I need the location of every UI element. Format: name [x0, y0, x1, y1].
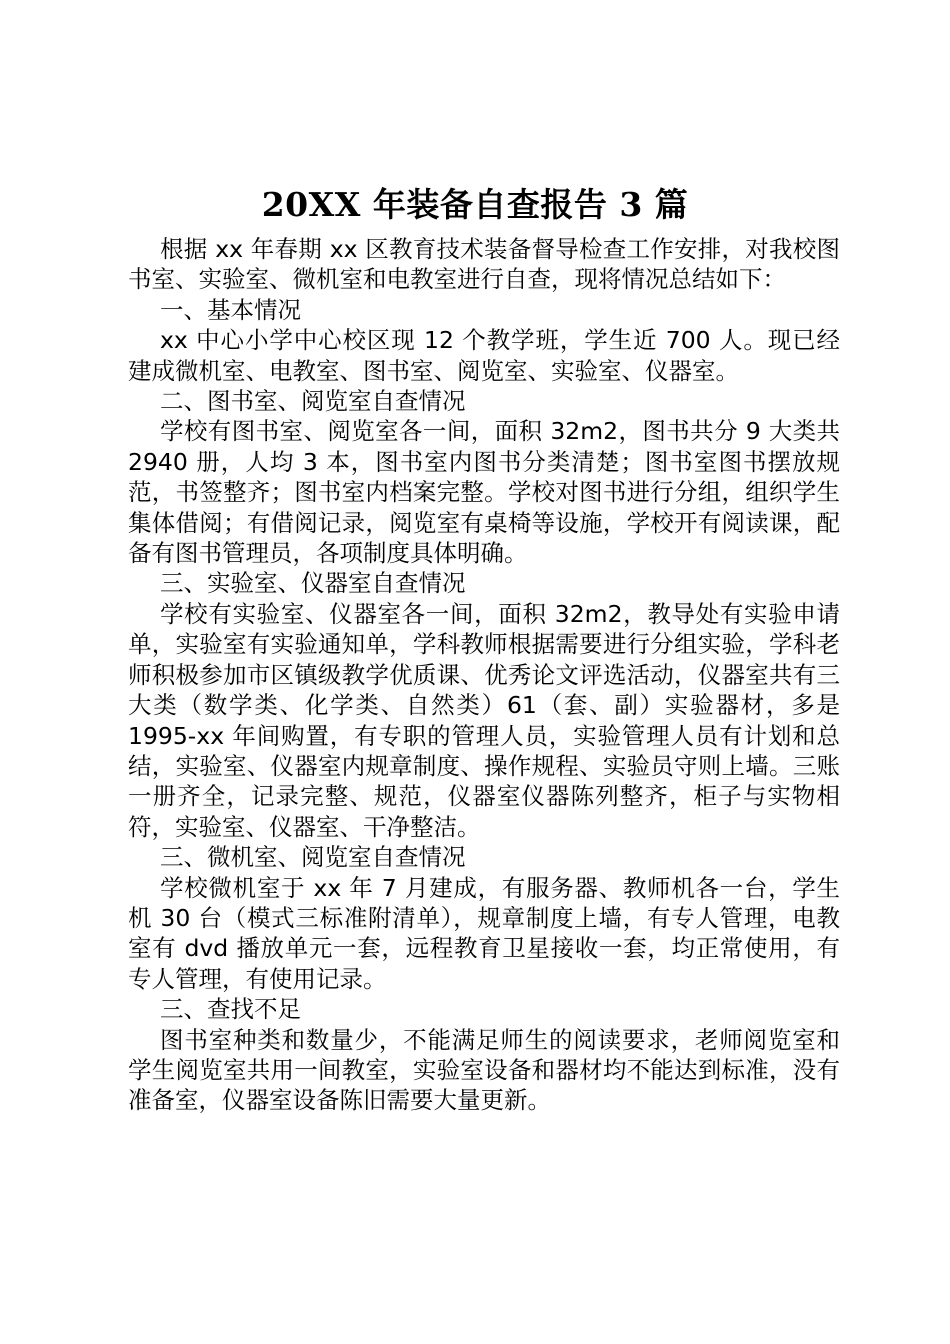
intro-paragraph: 根据 xx 年春期 xx 区教育技术装备督导检查工作安排，对我校图书室、实验室、微机室和电教室进行自查，现将情况总结如下：: [128, 235, 840, 294]
document-body: [128, 234, 840, 1116]
section-heading-library: 二、图书室、阅览室自查情况: [160, 387, 466, 416]
lab-paragraph: 学校有实验室、仪器室各一间，面积 32m2，教导处有实验申请单，实验室有实验通知单，学科教师根据需要进行分组实验，学科老师积极参加市区镇级教学优质课、优秀论文评选活动，仪器室共有三大类（数学类、化学类、自然类）61（套、副）实验器材，多是 1995-xx 年间购置，有专职的管理人员，实验管理人员有计划和总结，实验室、仪器室内规章制度、操作规程、实验员守则上墙。三账一册齐全，记录完整、规范，仪器室仪器陈列整齐，柜子与实物相符，实验室、仪器室、干净整洁。: [128, 599, 840, 841]
section-heading-computer-room: 三、微机室、阅览室自查情况: [160, 843, 466, 872]
page-title: 20XX 年装备自查报告 3 篇: [261, 185, 689, 224]
shortcomings-paragraph: 图书室种类和数量少，不能满足师生的阅读要求，老师阅览室和学生阅览室共用一间教室，实验室设备和器材均不能达到标准，没有准备室，仪器室设备陈旧需要大量更新。: [128, 1025, 840, 1115]
section-heading-basic-info: 一、基本情况: [160, 295, 301, 324]
basic-info-paragraph: xx 中心小学中心校区现 12 个教学班，学生近 700 人。现已经建成微机室、电教室、图书室、阅览室、实验室、仪器室。: [128, 326, 840, 385]
library-paragraph: 学校有图书室、阅览室各一间，面积 32m2，图书共分 9 大类共 2940 册，人均 3 本，图书室内图书分类清楚；图书室图书摆放规范，书签整齐；图书室内档案完整。学校对图书进行分组，组织学生集体借阅；有借阅记录，阅览室有桌椅等设施，学校开有阅读课，配备有图书管理员，各项制度具体明确。: [128, 417, 840, 568]
section-heading-lab: 三、实验室、仪器室自查情况: [160, 569, 466, 598]
computer-room-paragraph: 学校微机室于 xx 年 7 月建成，有服务器、教师机各一台，学生机 30 台（模式三标准附清单），规章制度上墙，有专人管理，电教室有 dvd 播放单元一套，远程教育卫星接收一套，均正常使用，有专人管理，有使用记录。: [128, 873, 840, 993]
section-heading-shortcomings: 三、查找不足: [160, 995, 301, 1024]
